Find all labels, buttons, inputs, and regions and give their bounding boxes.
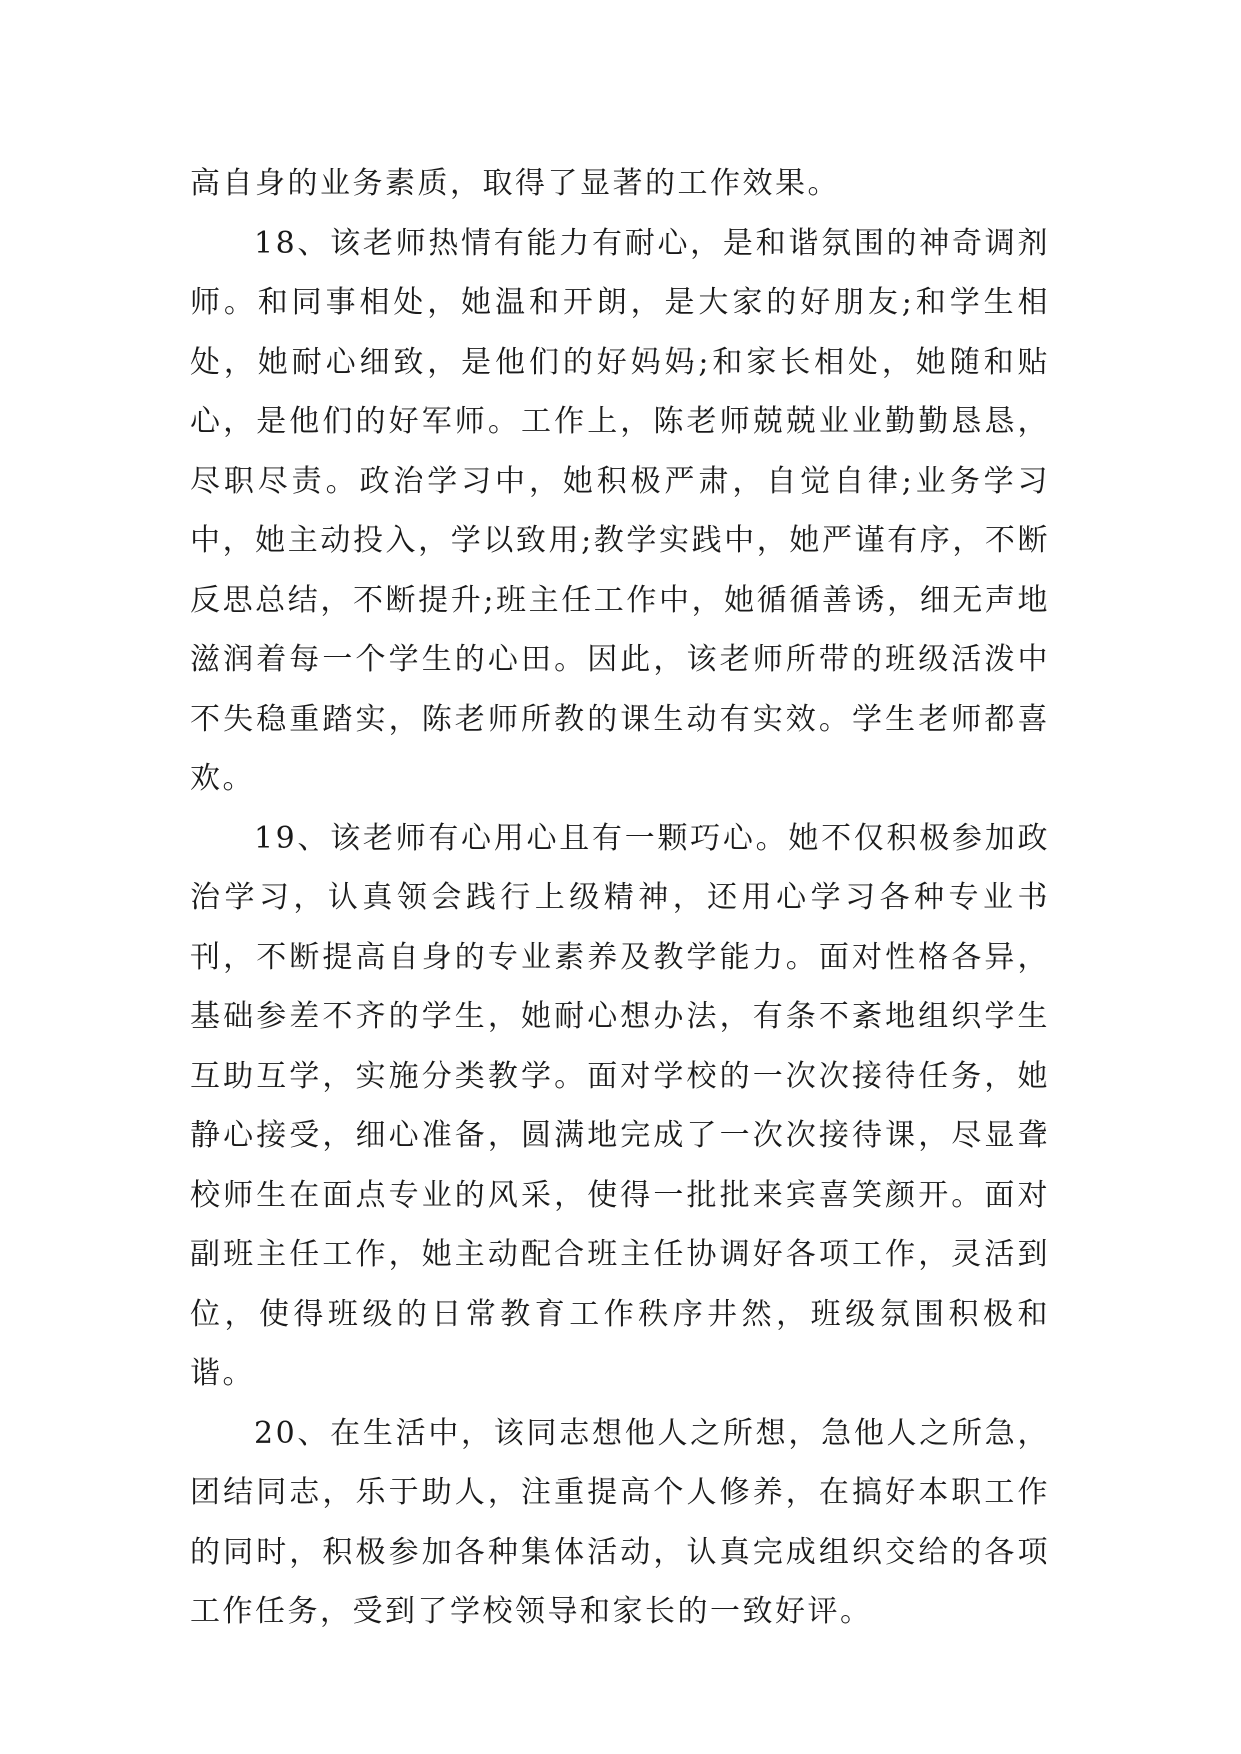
paragraph-item-20: 20、在生活中，该同志想他人之所想，急他人之所急，团结同志，乐于助人，注重提高个人修养，在搞好本职工作的同时，积极参加各种集体活动，认真完成组织交给的各项工作任务，受到了学校领导和家长的一致好评。 [190,1415,1050,1629]
paragraph-item-19: 19、该老师有心用心且有一颗巧心。她不仅积极参加政治学习，认真领会践行上级精神，还用心学习各种专业书刊，不断提高自身的专业素养及教学能力。面对性格各异，基础参差不齐的学生，她耐心想办法，有条不紊地组织学生互助互学，实施分类教学。面对学校的一次次接待任务，她静心接受，细心准备，圆满地完成了一次次接待课，尽显聋校师生在面点专业的风采，使得一批批来宾喜笑颜开。面对副班主任工作，她主动配合班主任协调好各项工作，灵活到位，使得班级的日常教育工作秩序井然，班级氛围积极和谐。 [190,820,1050,1391]
paragraph-continuation: 高自身的业务素质，取得了显著的工作效果。 [190,166,840,201]
paragraph-item-18: 18、该老师热情有能力有耐心，是和谐氛围的神奇调剂师。和同事相处，她温和开朗，是大家的好朋友;和学生相处，她耐心细致，是他们的好妈妈;和家长相处，她随和贴心，是他们的好军师。工作上，陈老师兢兢业业勤勤恳恳，尽职尽责。政治学习中，她积极严肃，自觉自律;业务学习中，她主动投入，学以致用;教学实践中，她严谨有序，不断反思总结，不断提升;班主任工作中，她循循善诱，细无声地滋润着每一个学生的心田。因此，该老师所带的班级活泼中不失稳重踏实，陈老师所教的课生动有实效。学生老师都喜欢。 [190,225,1050,796]
document-body [190,154,1050,1642]
